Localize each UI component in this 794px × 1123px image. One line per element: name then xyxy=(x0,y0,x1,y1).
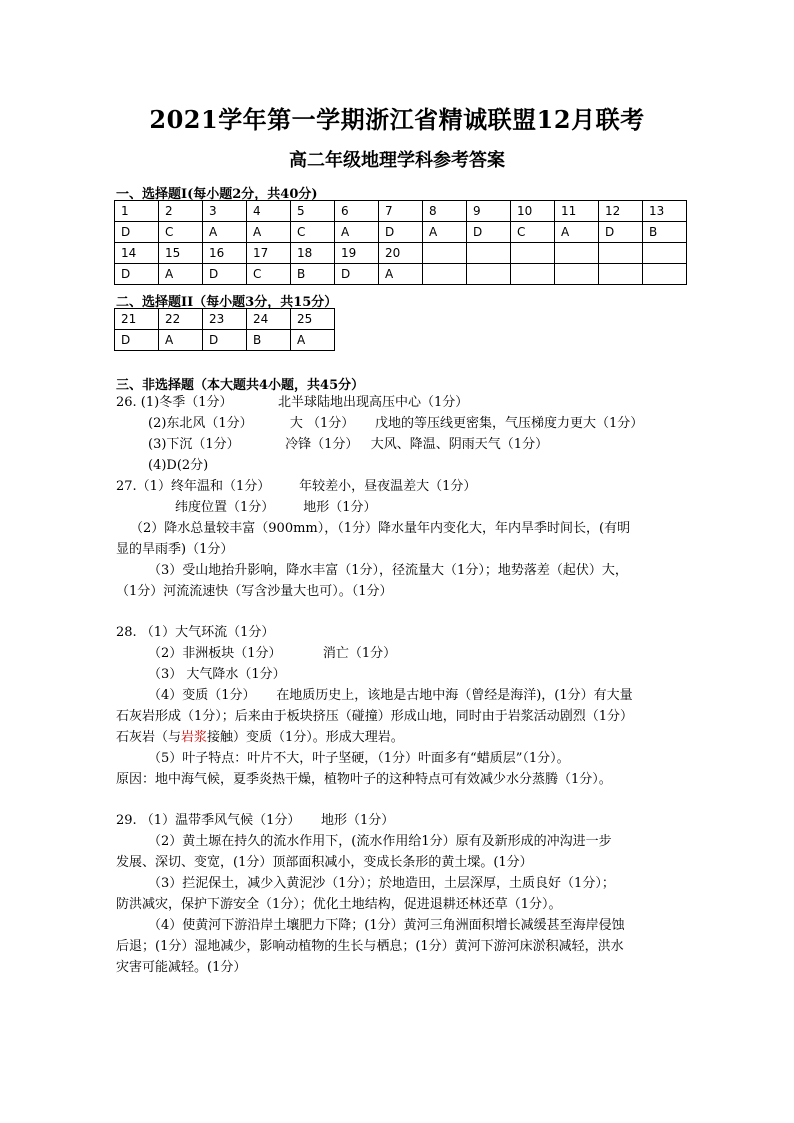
table-cell xyxy=(423,264,467,285)
table-cell xyxy=(555,243,599,264)
answer-table-2 xyxy=(114,308,335,351)
q28-line5: 石灰岩形成（1分）；后来由于板块挤压（碰撞）形成山地，同时由于岩浆活动剧烈（1分） xyxy=(116,709,634,724)
table-cell: 2 xyxy=(159,201,203,222)
table-cell: D xyxy=(467,222,511,243)
table-cell: A xyxy=(379,264,423,285)
table-cell: C xyxy=(159,222,203,243)
table-cell: 18 xyxy=(291,243,335,264)
table-cell: C xyxy=(291,222,335,243)
q29-line8: 灾害可能减轻。(1分） xyxy=(116,960,247,975)
table-cell: 5 xyxy=(291,201,335,222)
q27-line6: （1分）河流流速快（写含沙量大也可）。（1分） xyxy=(116,584,393,599)
section3-heading: 三、非选择题（本大题共4小题，共45分） xyxy=(116,378,365,393)
q29-line4: （3）拦泥保土，减少入黄泥沙（1分）；於地造田，土层深厚，土质良好（1分）； xyxy=(148,876,615,891)
q28-line1: 28. （1）大气环流（1分） xyxy=(116,625,275,640)
table-cell: 6 xyxy=(335,201,379,222)
table-row xyxy=(115,201,687,222)
table-row xyxy=(115,243,687,264)
q28-line8: 原因：地中海气候，夏季炎热干燥，植物叶子的这种特点可有效减少水分蒸腾（1分）。 xyxy=(116,772,612,787)
table-cell: 4 xyxy=(247,201,291,222)
q27-line2: 纬度位置（1分） 地形（1分） xyxy=(175,500,377,515)
table-cell: B xyxy=(291,264,335,285)
document-title: 2021学年第一学期浙江省精诚联盟12月联考 xyxy=(149,105,645,134)
table-cell: D xyxy=(379,222,423,243)
q27-line1: 27.（1）终年温和（1分） 年较差小，昼夜温差大（1分） xyxy=(116,479,477,494)
q29-line5: 防洪减灾，保护下游安全（1分）；优化土地结构，促进退耕还林还草（1分）。 xyxy=(116,897,562,912)
document-subtitle: 高二年级地理学科参考答案 xyxy=(289,150,505,171)
q28-line6 xyxy=(116,729,404,747)
table-cell: 19 xyxy=(335,243,379,264)
q28-line6-part1: 石灰岩（与 xyxy=(116,730,182,745)
table-row xyxy=(115,309,335,330)
table-cell: D xyxy=(203,330,247,351)
table-cell: A xyxy=(203,222,247,243)
table-cell: C xyxy=(247,264,291,285)
table-cell: 16 xyxy=(203,243,247,264)
q29-line6: （4）使黄河下游沿岸土壤肥力下降；(1分）黄河三角洲面积增长减缓甚至海岸侵蚀 xyxy=(148,918,625,933)
table-cell: 21 xyxy=(115,309,159,330)
table-cell: 20 xyxy=(379,243,423,264)
table-cell: 10 xyxy=(511,201,555,222)
table-cell: 14 xyxy=(115,243,159,264)
table-cell: 24 xyxy=(247,309,291,330)
table-cell: D xyxy=(599,222,643,243)
table-cell xyxy=(555,264,599,285)
table-cell: 22 xyxy=(159,309,203,330)
table-cell: 11 xyxy=(555,201,599,222)
table-cell: A xyxy=(555,222,599,243)
table-cell: B xyxy=(247,330,291,351)
q28-line4: （4）变质（1分） 在地质历史上，该地是古地中海（曾经是海洋)，(1分）有大量 xyxy=(148,688,633,703)
table-cell: 12 xyxy=(599,201,643,222)
table-cell: D xyxy=(203,264,247,285)
table-cell: 8 xyxy=(423,201,467,222)
q29-line3: 发展、深切、变宽，(1分）顶部面积减小，变成长条形的黄土墚。(1分） xyxy=(116,855,533,870)
table-row xyxy=(115,264,687,285)
q28-line6-highlight: 岩浆 xyxy=(181,730,208,745)
table-cell xyxy=(423,243,467,264)
table-cell: 9 xyxy=(467,201,511,222)
table-cell xyxy=(643,243,687,264)
q27-line4: 显的旱雨季)（1分） xyxy=(116,542,234,557)
table-cell: B xyxy=(643,222,687,243)
table-cell: A xyxy=(159,264,203,285)
table-cell xyxy=(467,264,511,285)
q27-line5: （3）受山地抬升影响，降水丰富（1分），径流量大（1分）；地势落差（起伏）大， xyxy=(148,563,628,578)
table-cell: A xyxy=(291,330,335,351)
table-cell: A xyxy=(159,330,203,351)
q28-line3: （3） 大气降水（1分） xyxy=(148,667,286,682)
table-cell xyxy=(511,264,555,285)
q28-line6-part2: 接触）变质（1分）。形成大理岩。 xyxy=(207,730,404,745)
table-cell xyxy=(599,243,643,264)
section1-heading: 一、选择题I(每小题2分，共40分) xyxy=(116,187,318,202)
table-cell xyxy=(467,243,511,264)
table-row xyxy=(115,330,335,351)
table-cell xyxy=(599,264,643,285)
table-cell: A xyxy=(423,222,467,243)
table-cell: C xyxy=(511,222,555,243)
table-cell: 13 xyxy=(643,201,687,222)
table-cell: 23 xyxy=(203,309,247,330)
table-cell: 7 xyxy=(379,201,423,222)
q29-line1: 29. （1）温带季风气候（1分） 地形（1分） xyxy=(116,813,395,828)
table-cell: 3 xyxy=(203,201,247,222)
table-cell: A xyxy=(247,222,291,243)
table-cell: A xyxy=(335,222,379,243)
table-cell: 1 xyxy=(115,201,159,222)
q28-line7: （5）叶子特点：叶片不大，叶子坚硬，（1分）叶面多有“蜡质层”（1分）。 xyxy=(148,751,570,766)
q26-line3: (3)下沉（1分） 冷锋（1分） 大风、降温、阴雨天气（1分） xyxy=(148,437,549,452)
table-cell: 25 xyxy=(291,309,335,330)
table-row xyxy=(115,222,687,243)
table-cell: D xyxy=(115,264,159,285)
answer-table-1 xyxy=(114,200,687,285)
section2-heading: 二、选择题II（每小题3分，共15分） xyxy=(116,295,338,310)
table-cell xyxy=(511,243,555,264)
table-cell: 15 xyxy=(159,243,203,264)
table-cell: D xyxy=(335,264,379,285)
q29-line7: 后退；(1分）湿地减少，影响动植物的生长与栖息；(1分）黄河下游河床淤积减轻，洪水 xyxy=(116,939,624,954)
q26-line2: (2)东北风（1分） 大 （1分） 戊地的等压线更密集，气压梯度力更大（1分） xyxy=(148,416,644,431)
q26-line1: 26. (1)冬季（1分） 北半球陆地出现高压中心（1分） xyxy=(116,395,469,410)
q27-line3: （2）降水总量较丰富（900mm），（1分）降水量年内变化大，年内旱季时间长，(有明 xyxy=(130,521,631,536)
table-cell xyxy=(643,264,687,285)
q28-line2: （2）非洲板块（1分） 消亡（1分） xyxy=(148,646,397,661)
q29-line2: （2）黄土塬在持久的流水作用下，(流水作用给1分）原有及新形成的冲沟进一步 xyxy=(148,834,612,849)
table-cell: D xyxy=(115,222,159,243)
q26-line4: (4)D(2分) xyxy=(148,458,209,473)
table-cell: 17 xyxy=(247,243,291,264)
table-cell: D xyxy=(115,330,159,351)
